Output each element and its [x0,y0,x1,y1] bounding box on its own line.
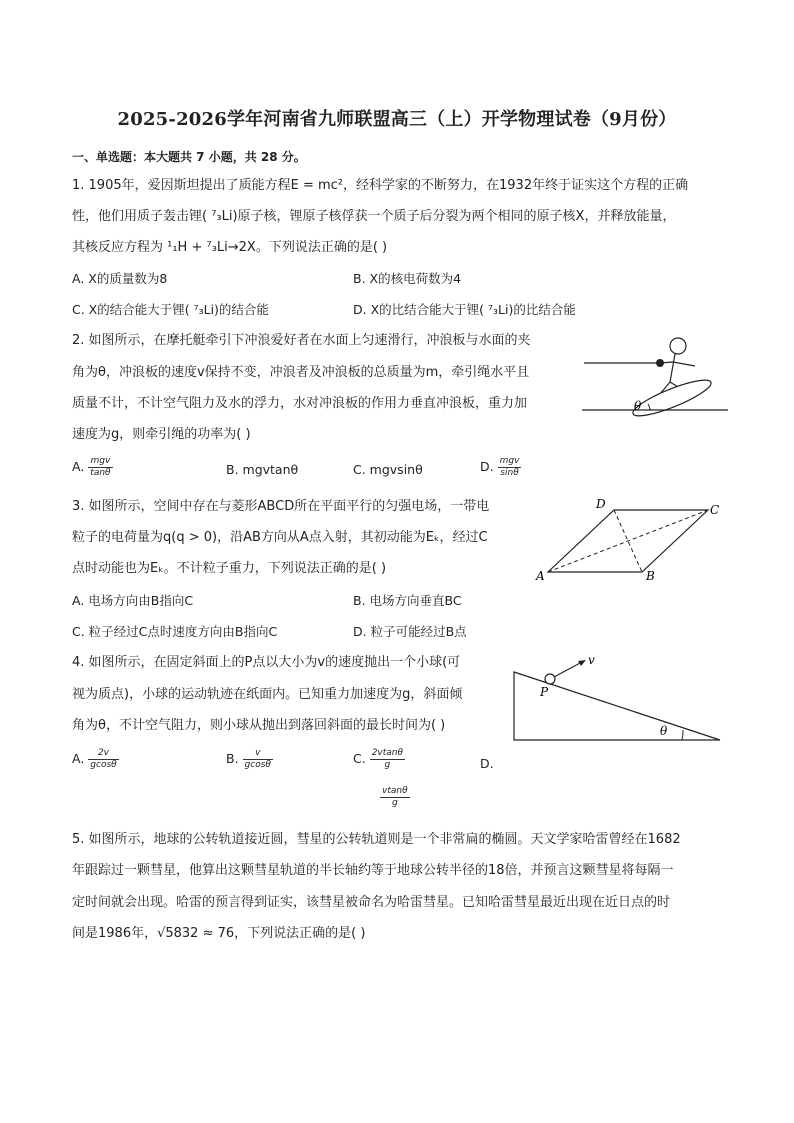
q4-option-b-label: B. [226,751,239,766]
q4-option-b-den: gcosθ [244,760,271,770]
q1-line-2: 性，他们用质子轰击锂( ⁷₃Li)原子核，锂原子核俘获一个质子后分裂为两个相同的原子核X，并释放能量， [72,209,676,224]
q2-option-a-label: A. [72,459,85,474]
q4-option-d [380,786,410,809]
q4-option-b-fraction [243,748,273,771]
q3-rhombus-figure [530,492,730,587]
q4-line-3: 角为θ，不计空气阻力，则小球从抛出到落回斜面的最长时间为( ) [72,718,446,733]
q5-line-1: 5. 如图所示，地球的公转轨道接近圆，彗星的公转轨道则是一个非常扁的椭圆。天文学家哈雷曾经在1682 [72,832,681,847]
q2-option-b: B. mgvtanθ [226,462,299,477]
q2-option-d-fraction [498,456,522,479]
q2-line-4: 速度为g，则牵引绳的功率为( ) [72,427,251,442]
q1-line-1: 1. 1905年，爱因斯坦提出了质能方程E = mc²，经科学家的不断努力，在1932年终于证实这个方程的正确 [72,178,689,193]
q4-line-2: 视为质点)，小球的运动轨迹在纸面内。已知重力加速度为g，斜面倾 [72,687,463,702]
q2-surfer-figure [578,330,728,420]
q4-option-a-label: A. [72,751,85,766]
q2-option-a-fraction [88,456,112,479]
q2-option-c: C. mgvsinθ [353,462,423,477]
q3-option-b: B. 电场方向垂直BC [353,593,462,608]
q4-option-a-den: gcosθ [90,760,117,770]
q4-option-c-den: g [384,760,391,770]
q3-option-d: D. 粒子可能经过B点 [353,624,467,639]
q4-option-c [353,748,405,771]
q2-line-3: 质量不计，不计空气阻力及水的浮力，水对冲浪板的作用力垂直冲浪板，重力加 [72,396,528,411]
q3-label-d: D [596,497,606,511]
q2-option-d [480,456,521,479]
q4-option-d-label: D. [480,756,494,771]
q3-label-a: A [536,569,545,583]
q1-line-3: 其核反应方程为 ¹₁H + ⁷₃Li→2X。下列说法正确的是( ) [72,240,388,255]
q4-option-b-num: v [243,748,273,760]
q4-theta-label: θ [660,724,668,738]
q5-line-3: 定时间就会出现。哈雷的预言得到证实，该彗星被命名为哈雷彗星。已知哈雷彗星最近出现在近日点的时 [72,895,671,910]
q1-option-b: B. X的核电荷数为4 [353,271,462,286]
q4-option-a [72,748,119,771]
q5-line-2: 年跟踪过一颗彗星，他算出这颗彗星轨道的半长轴约等于地球公转半径的18倍，并预言这颗彗星将每隔一 [72,863,674,878]
q3-option-c: C. 粒子经过C点时速度方向由B指向C [72,624,278,639]
q2-option-a [72,456,113,479]
q4-option-a-num: 2v [88,748,118,760]
q2-line-2: 角为θ，冲浪板的速度v保持不变，冲浪者及冲浪板的总质量为m，牵引绳水平且 [72,365,530,380]
q3-line-1: 3. 如图所示，空间中存在与菱形ABCD所在平面平行的匀强电场，一带电 [72,499,490,514]
q2-theta-label: θ [634,399,642,413]
q4-option-b [226,748,273,771]
q3-line-3: 点时动能也为Eₖ。不计粒子重力，下列说法正确的是( ) [72,561,387,576]
q1-option-a: A. X的质量数为8 [72,271,168,286]
q2-option-d-den: sinθ [500,468,519,478]
q4-line-1: 4. 如图所示，在固定斜面上的P点以大小为v的速度抛出一个小球(可 [72,655,461,670]
q4-option-d-den: g [391,798,398,808]
q3-line-2: 粒子的电荷量为q(q > 0)，沿AB方向从A点入射，其初动能为Eₖ，经过C [72,530,488,545]
q4-option-c-num: 2vtanθ [371,748,403,758]
q4-option-c-fraction [370,748,405,771]
q4-label-v: v [588,653,595,667]
q4-option-c-label: C. [353,751,366,766]
q5-line-4: 间是1986年，√5832 ≈ 76，下列说法正确的是( ) [72,926,366,941]
q4-incline-figure [508,648,728,746]
q4-option-a-fraction [88,748,118,771]
q1-option-d: D. X的比结合能大于锂( ⁷₃Li)的比结合能 [353,302,576,317]
q2-option-d-num: mgv [499,456,520,466]
paper-title: 2025-2026学年河南省九师联盟高三（上）开学物理试卷（9月份） [117,109,677,130]
q4-option-d-fraction [380,786,410,809]
q2-option-a-num: mgv [88,456,112,468]
q3-option-a: A. 电场方向由B指向C [72,593,194,608]
q4-label-p: P [540,685,549,699]
q2-option-d-label: D. [480,459,494,474]
q4-option-d-num: vtanθ [382,786,408,796]
q3-label-b: B [646,569,655,583]
q3-label-c: C [710,503,720,517]
q2-line-1: 2. 如图所示，在摩托艇牵引下冲浪爱好者在水面上匀速滑行，冲浪板与水面的夹 [72,333,531,348]
section-heading: 一、单选题：本大题共 7 小题，共 28 分。 [72,150,306,164]
q2-option-a-den: tanθ [90,468,111,478]
q1-option-c: C. X的结合能大于锂( ⁷₃Li)的结合能 [72,302,269,317]
